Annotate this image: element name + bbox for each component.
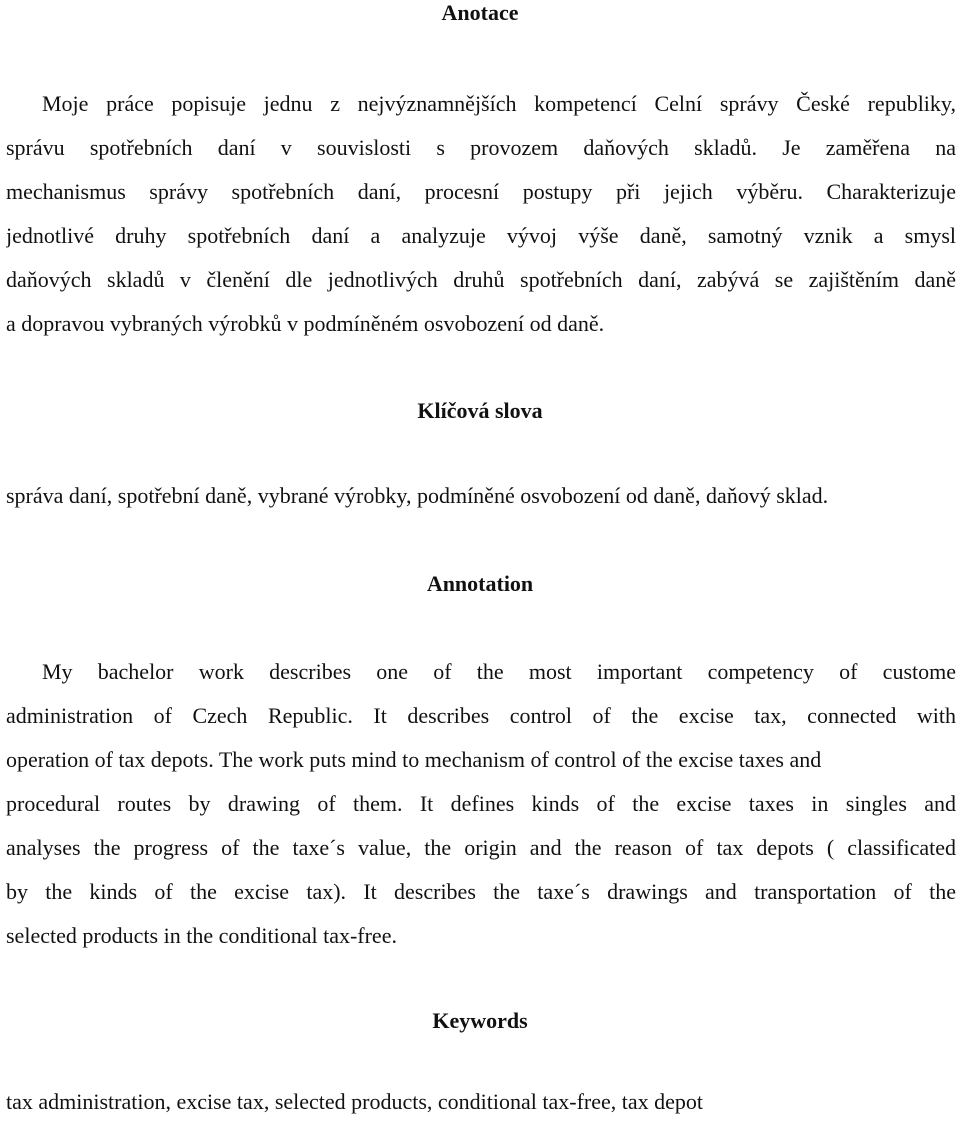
annotation-line-1: My bachelor work describes one of the most important competency of custome: [42, 659, 956, 684]
anotace-line-5: daňových skladů v členění dle jednotlivých druhů spotřebních daní, zabývá se zajištěním daně: [6, 267, 956, 292]
heading-klicova-slova: Klíčová slova: [417, 398, 543, 423]
klicova-slova-text: správa daní, spotřební daně, vybrané výrobky, podmíněné osvobození od daně, daňový sklad.: [6, 483, 829, 508]
paragraph-keywords: [6, 1080, 956, 1124]
annotation-line-4: procedural routes by drawing of them. It defines kinds of the excise taxes in singles and: [6, 791, 956, 816]
annotation-line-6: by the kinds of the excise tax). It describes the taxe´s drawings and transportation of the: [6, 879, 956, 904]
paragraph-klicova-slova: [6, 474, 956, 518]
anotace-line-2: správu spotřebních daní v souvislosti s provozem daňových skladů. Je zaměřena na: [6, 135, 956, 160]
annotation-line-2: administration of Czech Republic. It describes control of the excise tax, connected with: [6, 703, 956, 728]
heading-anotace: Anotace: [441, 0, 519, 25]
paragraph-annotation: [6, 650, 956, 958]
anotace-line-1: Moje práce popisuje jednu z nejvýznamnějších kompetencí Celní správy České republiky,: [42, 91, 956, 116]
annotation-line-7: selected products in the conditional tax-free.: [6, 923, 397, 948]
keywords-text: tax administration, excise tax, selected products, conditional tax-free, tax depot: [6, 1089, 704, 1114]
anotace-line-4: jednotlivé druhy spotřebních daní a analyzuje vývoj výše daně, samotný vznik a smysl: [6, 223, 956, 248]
heading-keywords: Keywords: [432, 1008, 528, 1033]
annotation-line-3: operation of tax depots. The work puts mind to mechanism of control of the excise taxes and: [6, 747, 822, 772]
anotace-line-3: mechanismus správy spotřebních daní, procesní postupy při jejich výběru. Charakterizuje: [6, 179, 956, 204]
heading-annotation: Annotation: [426, 571, 534, 596]
annotation-line-5: analyses the progress of the taxe´s value, the origin and the reason of tax depots ( classificated: [6, 835, 956, 860]
paragraph-anotace: [6, 82, 956, 346]
anotace-line-6: a dopravou vybraných výrobků v podmíněném osvobození od daně.: [6, 311, 605, 336]
